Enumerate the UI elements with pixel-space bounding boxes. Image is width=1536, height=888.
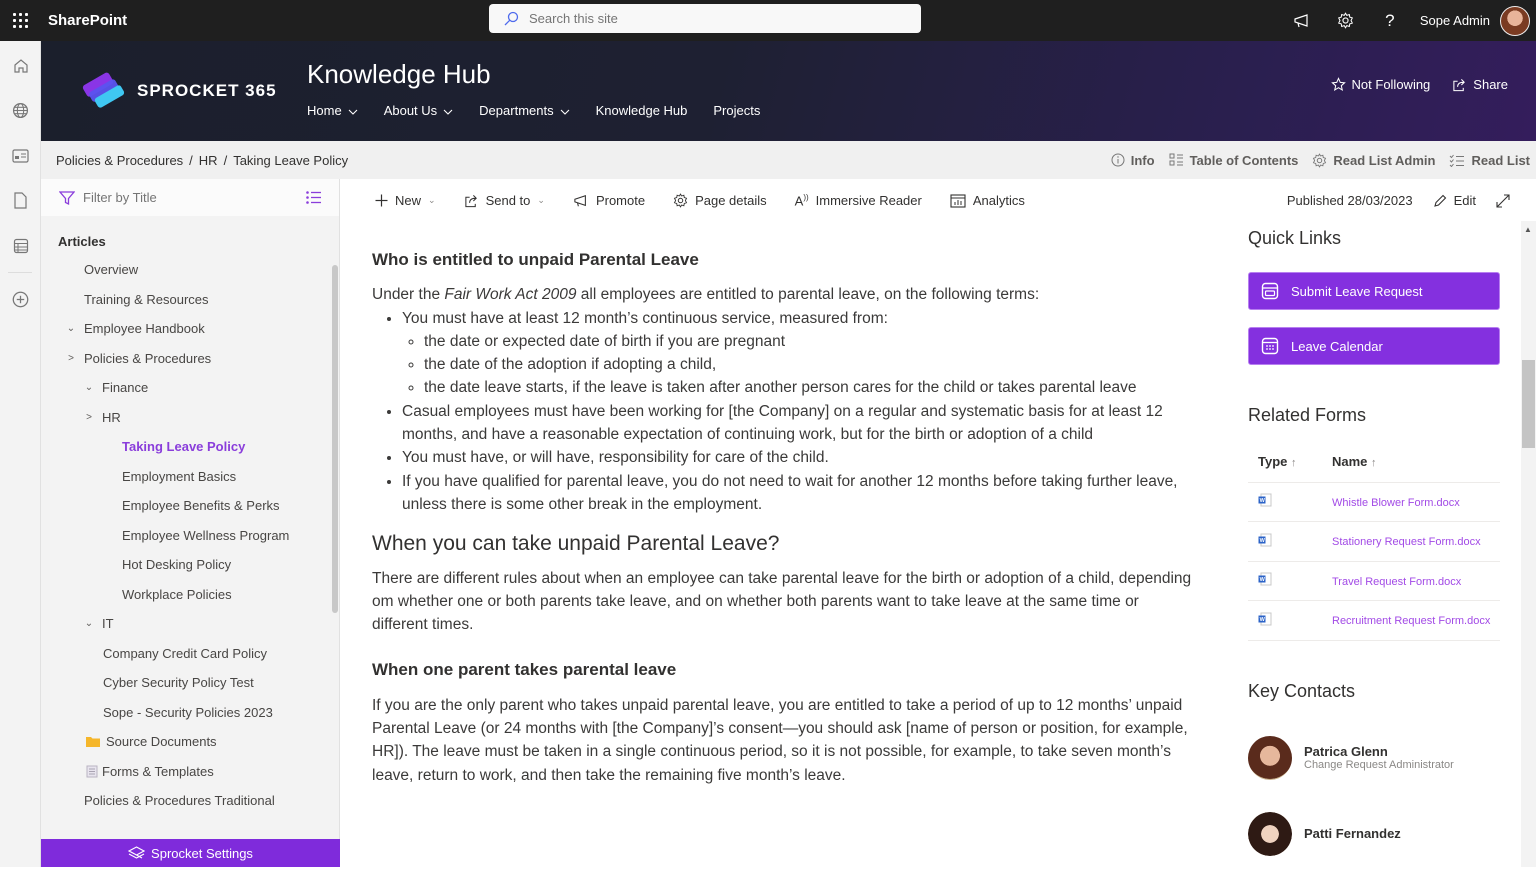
read-list-admin-button[interactable]: [1312, 153, 1435, 168]
follow-label: Not Following: [1351, 77, 1431, 92]
plus-icon: [375, 194, 388, 207]
tree-item-taking-leave-policy[interactable]: [41, 432, 339, 462]
column-header-name[interactable]: Name ↑: [1322, 442, 1500, 482]
site-title[interactable]: Knowledge Hub: [307, 59, 491, 89]
chevron-down-icon: [560, 103, 570, 118]
related-forms-table: [1248, 442, 1500, 641]
analytics-button[interactable]: [950, 193, 1025, 208]
tree-item-hr[interactable]: [41, 403, 339, 433]
analytics-label: Analytics: [972, 193, 1025, 208]
eligibility-list: [402, 307, 1192, 517]
tree-item-employee-benefits[interactable]: [41, 491, 339, 521]
svg-text:W: W: [1259, 498, 1265, 505]
settings-gear-icon[interactable]: [1324, 0, 1368, 41]
tree-item-forms-templates[interactable]: [41, 757, 339, 787]
svg-text:W: W: [1259, 537, 1265, 544]
immersive-reader-button[interactable]: [795, 193, 922, 208]
word-doc-icon: [1248, 561, 1322, 601]
site-logo[interactable]: [81, 68, 277, 114]
suite-header: [0, 0, 1536, 41]
word-doc-icon: [1248, 522, 1322, 562]
contact-name: Patti Fernandez: [1304, 826, 1401, 841]
promote-button[interactable]: [573, 193, 645, 208]
column-header-type[interactable]: Type ↑: [1248, 442, 1322, 482]
breadcrumb-item-current[interactable]: Taking Leave Policy: [233, 152, 349, 168]
tree-item-employee-handbook[interactable]: [41, 314, 339, 344]
megaphone-icon[interactable]: [1280, 0, 1324, 41]
tree-item-hot-desking[interactable]: [41, 550, 339, 580]
tree-item-employment-basics[interactable]: [41, 462, 339, 492]
tree-item-label: Employment Basics: [122, 468, 237, 484]
read-list-admin-label: Read List Admin: [1333, 152, 1436, 168]
page-icon: [86, 765, 98, 778]
list-item: ◦ the date or expected date of birth if you are pregnant: [424, 330, 1192, 353]
chevron-right-icon[interactable]: >: [86, 411, 92, 423]
chevron-down-icon[interactable]: ⌄: [66, 323, 76, 335]
tree-item-label: Policies & Procedures: [84, 350, 212, 366]
table-row[interactable]: [1248, 601, 1500, 641]
published-date: Published 28/03/2023: [1286, 193, 1413, 208]
tree-item-label: Company Credit Card Policy: [103, 645, 268, 661]
tree-item-label: Training & Resources: [84, 291, 209, 307]
contact-avatar: [1248, 736, 1292, 780]
new-label: New: [395, 193, 422, 208]
search-icon: [503, 11, 519, 27]
search-box[interactable]: [489, 4, 921, 33]
tree-item-company-credit-card[interactable]: [41, 639, 339, 669]
tree-item-label: Overview: [84, 262, 139, 278]
tree-item-source-documents[interactable]: [41, 727, 339, 757]
scrollbar-thumb[interactable]: [1522, 360, 1535, 448]
breadcrumb-separator: /: [189, 152, 193, 168]
tree-item-policies-procedures[interactable]: [41, 344, 339, 374]
tree-item-cyber-security[interactable]: [41, 668, 339, 698]
site-header: [41, 41, 1536, 141]
edit-label: Edit: [1453, 193, 1476, 208]
page-details-button[interactable]: [673, 193, 767, 208]
share-icon: [1452, 78, 1467, 92]
section-heading: When one parent takes parental leave: [372, 660, 677, 680]
list-item: • You must have, or will have, responsibility for care of the child.: [402, 446, 1192, 469]
tree-item-finance[interactable]: [41, 373, 339, 403]
filter-bar: [41, 179, 339, 216]
nav-label: Departments: [479, 103, 554, 118]
table-row[interactable]: [1248, 522, 1500, 562]
filter-by-title-input[interactable]: [83, 190, 263, 205]
tree-item-training-resources[interactable]: [41, 285, 339, 315]
search-input[interactable]: [529, 11, 889, 26]
breadcrumb-item[interactable]: Policies & Procedures: [56, 152, 184, 168]
chevron-down-icon: ⌄: [428, 195, 436, 205]
calendar-icon: [1261, 337, 1279, 355]
paragraph: If you are the only parent who takes unpaid parental leave, you are entitled to take a period of up to 12 months’ unpaid Parental Leave (or 24 months with [the Company]’s consent—you should ask [name of person or position, for example, HR]). The leave must be taken in a single continuous period, so it is not possible, for example, to take seven month’s leave, return to work, and then take the remaining five month’s leave.: [372, 696, 1188, 784]
read-list-button[interactable]: [1449, 153, 1530, 168]
tree-item-label: Finance: [102, 380, 149, 396]
contact-card[interactable]: [1248, 812, 1500, 856]
sub-list: [424, 330, 1192, 400]
globe-icon[interactable]: [0, 88, 41, 133]
share-icon: [464, 194, 479, 208]
lists-icon[interactable]: [0, 223, 41, 268]
star-icon: [1331, 77, 1346, 92]
list-item: ◦ the date leave starts, if the leave is taken after another person cares for the child or takes parental leave: [424, 376, 1192, 399]
chevron-down-icon[interactable]: ⌄: [84, 618, 94, 630]
tree-item-label: Sope - Security Policies 2023: [103, 704, 273, 720]
nav-label: About Us: [383, 103, 438, 118]
waffle-icon: [13, 13, 28, 28]
tree-item-label: IT: [102, 616, 114, 632]
expand-icon[interactable]: [1496, 194, 1510, 208]
sprocket-logo-icon: [81, 68, 127, 114]
checklist-icon: [1449, 154, 1465, 167]
page-command-bar: [341, 180, 1536, 221]
rail-divider: [8, 272, 32, 273]
folder-icon: [86, 736, 100, 747]
article-navigation: [41, 179, 340, 867]
breadcrumb-item[interactable]: HR: [198, 152, 218, 168]
paragraph: There are different rules about when an employee can take parental leave for the birth or adoption of a child, depending om whether one or both parents take leave, and on whether both parents want to take leave at the same time or different times.: [372, 569, 1192, 634]
contact-card[interactable]: [1248, 736, 1500, 780]
table-of-contents-icon: [1169, 153, 1184, 167]
sprocket-settings-button[interactable]: [41, 839, 340, 867]
page-scrollbar[interactable]: [1521, 221, 1536, 867]
app-launcher-button[interactable]: [0, 0, 40, 41]
user-name[interactable]: Sope Admin: [1419, 13, 1490, 28]
promote-label: Promote: [595, 193, 646, 208]
tree-item-label: HR: [102, 409, 121, 425]
table-row[interactable]: [1248, 561, 1500, 601]
nav-item-projects[interactable]: [713, 103, 760, 118]
info-label: Info: [1130, 152, 1155, 168]
tree-item-policies-traditional[interactable]: [41, 786, 339, 816]
sprocket-layers-icon: [128, 846, 145, 861]
tree-item-label: Employee Wellness Program: [122, 527, 290, 543]
nav-item-knowledge-hub[interactable]: [596, 103, 688, 118]
quick-link-label: Leave Calendar: [1291, 338, 1383, 354]
contact-avatar: [1248, 812, 1292, 856]
chevron-down-icon: [443, 103, 453, 118]
pencil-icon: [1433, 194, 1447, 208]
quick-link-label: Submit Leave Request: [1291, 283, 1423, 299]
nav-item-home[interactable]: [307, 103, 358, 118]
user-avatar[interactable]: [1500, 6, 1530, 36]
chevron-down-icon: [348, 103, 358, 118]
contact-role: Change Request Administrator: [1304, 759, 1454, 771]
list-item: ◦ the date of the adoption if adopting a child,: [424, 353, 1192, 376]
breadcrumb-bar: [41, 141, 1536, 179]
leave-calendar-button[interactable]: [1248, 327, 1500, 365]
list-item: • Casual employees must have been working for [the Company] on a regular and systematic basis for at least 12 months, and have a reasonable expectation of continuing work, but for the birth or adoption of a child: [402, 400, 1192, 447]
send-to-label: Send to: [485, 193, 531, 208]
page-details-label: Page details: [695, 193, 767, 208]
share-button[interactable]: [1452, 77, 1508, 92]
tree-item-label: Source Documents: [106, 734, 217, 750]
tree-item-label: Hot Desking Policy: [122, 557, 232, 573]
nav-label: Projects: [713, 103, 761, 118]
follow-button[interactable]: [1331, 77, 1431, 92]
news-icon[interactable]: [0, 133, 41, 178]
app-name[interactable]: SharePoint: [48, 12, 128, 29]
tree-item-sope-security[interactable]: [41, 698, 339, 728]
breadcrumb-separator: /: [223, 152, 228, 168]
word-doc-icon: [1248, 601, 1322, 641]
breadcrumb: [56, 153, 348, 168]
list-item: • You must have at least 12 month’s continuous service, measured from: ◦ the date or expected date of birth if you are pregnant ◦ the date of the adoption if adopting a child, ◦ the date leave starts, if the leave is taken after another person cares for the child or takes parental leave: [402, 307, 1192, 400]
tree-item-label: Employee Benefits & Perks: [122, 498, 280, 514]
gear-icon: [1312, 153, 1327, 168]
intro-paragraph: Under the Fair Work Act 2009 all employees are entitled to parental leave, on the following terms:: [372, 286, 1040, 304]
tree-item-label: Taking Leave Policy: [122, 439, 246, 455]
help-icon[interactable]: ?: [1385, 10, 1395, 30]
edit-button[interactable]: [1433, 193, 1476, 208]
form-icon: [1261, 282, 1279, 300]
form-link[interactable]: Travel Request Form.docx: [1332, 575, 1462, 588]
sort-arrow-icon: ↑: [1291, 457, 1297, 470]
form-link[interactable]: Stationery Request Form.docx: [1332, 536, 1481, 549]
tree-item-label: Forms & Templates: [102, 763, 214, 779]
read-list-label: Read List: [1471, 152, 1530, 168]
scroll-up-arrow-icon[interactable]: ▲: [1524, 225, 1532, 234]
articles-heading: Articles: [58, 234, 106, 249]
quick-links-heading: Quick Links: [1248, 228, 1342, 248]
article-content: [372, 240, 1192, 787]
article-tree: [41, 255, 339, 816]
tree-item-it[interactable]: [41, 609, 339, 639]
toc-label: Table of Contents: [1189, 152, 1299, 168]
form-link[interactable]: Recruitment Request Form.docx: [1332, 615, 1491, 628]
nav-label: Home: [307, 103, 342, 118]
document-icon[interactable]: [0, 178, 41, 223]
create-plus-icon[interactable]: [0, 277, 41, 322]
act-name: Fair Work Act 2009: [444, 286, 577, 304]
tree-item-label: Cyber Security Policy Test: [103, 675, 254, 691]
right-column: [1248, 228, 1500, 888]
tree-item-label: Policies & Procedures Traditional: [84, 793, 275, 809]
word-doc-icon: [1248, 482, 1322, 522]
nav-item-about-us[interactable]: [384, 103, 453, 118]
megaphone-icon: [573, 194, 589, 208]
new-button[interactable]: [375, 193, 436, 208]
filter-icon: [59, 190, 75, 206]
hub-navigation: [307, 103, 760, 118]
nav-label: Knowledge Hub: [595, 103, 688, 118]
tree-item-label: Workplace Policies: [122, 586, 232, 602]
nav-item-departments[interactable]: [479, 103, 569, 118]
section-heading: Who is entitled to unpaid Parental Leave: [372, 250, 699, 269]
svg-text:W: W: [1259, 577, 1265, 584]
contact-name: Patrica Glenn: [1304, 744, 1388, 759]
chevron-down-icon: ⌄: [537, 195, 545, 205]
svg-text:W: W: [1259, 616, 1265, 623]
tree-item-workplace-policies[interactable]: [41, 580, 339, 610]
sprocket-settings-label: Sprocket Settings: [151, 845, 253, 861]
app-bar: [0, 41, 41, 867]
related-forms-heading: Related Forms: [1248, 405, 1367, 425]
list-view-icon[interactable]: [306, 191, 321, 204]
immersive-reader-label: Immersive Reader: [815, 192, 922, 208]
analytics-icon: [950, 194, 966, 208]
home-icon[interactable]: [0, 43, 41, 88]
logo-text: SPROCKET 365: [137, 81, 277, 100]
sort-arrow-icon: ↑: [1371, 457, 1377, 470]
tree-item-overview[interactable]: [41, 255, 339, 285]
info-button[interactable]: [1111, 153, 1155, 168]
submit-leave-request-button[interactable]: [1248, 272, 1500, 310]
tree-item-employee-wellness[interactable]: [41, 521, 339, 551]
nav-scrollbar[interactable]: [332, 265, 338, 613]
share-label: Share: [1473, 77, 1508, 92]
gear-icon: [673, 193, 688, 208]
list-item: • If you have qualified for parental leave, you do not need to wait for another 12 months before taking further leave, unless there is some other break in the employment.: [402, 470, 1192, 517]
table-row[interactable]: [1248, 482, 1500, 522]
table-of-contents-button[interactable]: [1169, 153, 1299, 168]
key-contacts-heading: Key Contacts: [1248, 680, 1356, 701]
tree-item-label: Employee Handbook: [84, 321, 205, 337]
send-to-button[interactable]: [464, 193, 545, 208]
chevron-right-icon[interactable]: >: [68, 352, 74, 364]
form-link[interactable]: Whistle Blower Form.docx: [1332, 496, 1460, 509]
info-icon: [1111, 153, 1125, 167]
section-heading: When you can take unpaid Parental Leave?: [372, 532, 780, 556]
chevron-down-icon[interactable]: ⌄: [84, 382, 94, 394]
immersive-reader-icon: A)): [794, 192, 809, 209]
